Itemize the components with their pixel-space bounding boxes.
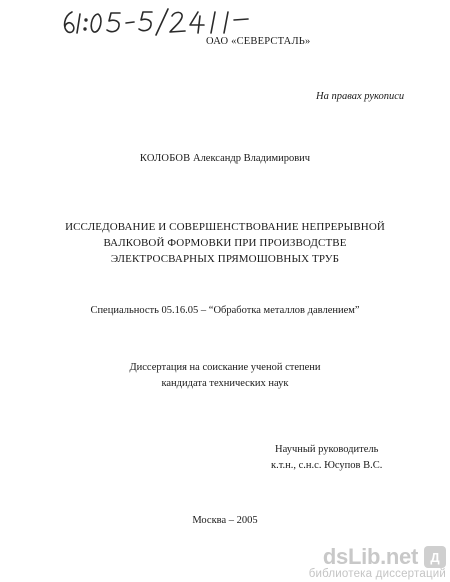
- supervisor-name: к.т.н., с.н.с. Юсупов В.С.: [271, 460, 383, 471]
- title-line: ЭЛЕКТРОСВАРНЫХ ПРЯМОШОВНЫХ ТРУБ: [110, 253, 340, 265]
- watermark-badge-icon: Д: [424, 546, 446, 568]
- handwritten-number-graphic: [58, 6, 298, 38]
- author-name: [0, 153, 450, 164]
- supervisor-label: Научный руководитель: [275, 444, 379, 455]
- title-line: ВАЛКОВОЙ ФОРМОВКИ ПРИ ПРОИЗВОДСТВЕ: [103, 237, 347, 249]
- rights-note: На правах рукописи: [316, 91, 405, 102]
- degree-line-1: Диссертация на соискание ученой степени: [129, 362, 321, 373]
- degree-line-2: кандидата технических наук: [161, 378, 289, 389]
- specialty-line: Специальность 05.16.05 – “Обработка металлов давлением”: [90, 305, 360, 316]
- title-line: ИССЛЕДОВАНИЕ И СОВЕРШЕНСТВОВАНИЕ НЕПРЕРЫВНОЙ: [65, 221, 385, 233]
- author-given-names: Александр Владимирович: [192, 153, 311, 164]
- handwritten-archive-number: [58, 6, 298, 38]
- degree-statement: [0, 360, 450, 392]
- organization-name: ОАО «СЕВЕРСТАЛЬ»: [206, 36, 311, 47]
- place-and-year: Москва – 2005: [192, 515, 258, 526]
- watermark: [309, 544, 446, 580]
- author-surname: КОЛОБОВ: [139, 153, 191, 164]
- watermark-logo: dsLib.net: [322, 544, 418, 569]
- supervisor-block: [271, 442, 383, 474]
- dissertation-title: [0, 219, 450, 267]
- watermark-subtitle: библиотека диссертаций: [308, 568, 446, 580]
